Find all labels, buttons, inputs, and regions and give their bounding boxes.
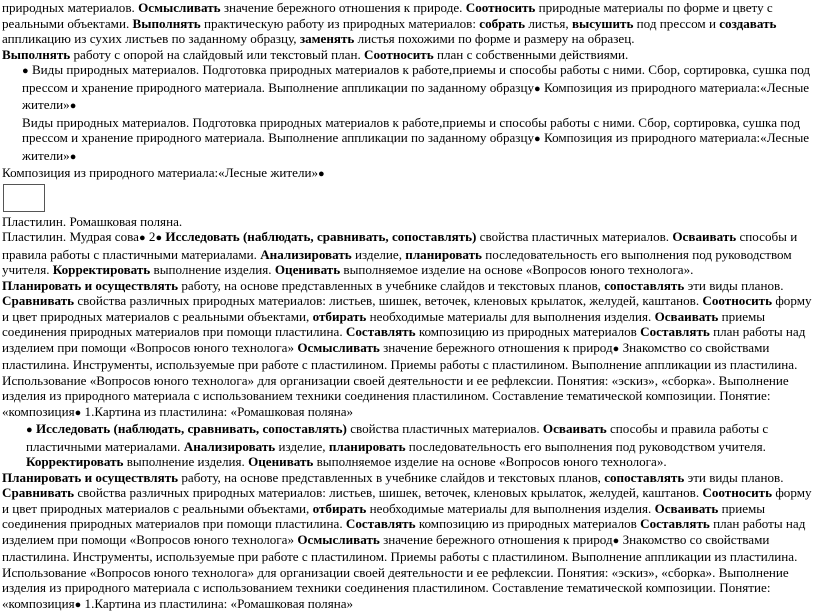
text: Композиция из природного материала:«Лесные жители» <box>22 130 809 163</box>
bold-term: Соотносить <box>702 485 772 500</box>
bold-term: Осмысливать <box>297 340 379 355</box>
text: эти виды планов. <box>688 470 784 485</box>
text: выполнение изделия. <box>154 262 272 277</box>
text: Виды природных материалов. Подготовка природных материалов к работе,приемы и способы работы с ними. Сбор, сортировка, сушка под прессом и хранение природного материала. Выполнение аппликации по заданному образцу <box>22 115 800 146</box>
bold-term: Составлять <box>640 324 710 339</box>
bold-term: планировать <box>405 247 482 262</box>
text: свойства различных природных материалов: листьев, шишек, веточек, кленовых крылаток, желудей, каштанов. <box>77 485 699 500</box>
text: под прессом и <box>637 16 716 31</box>
bullet-icon: ● <box>70 100 77 112</box>
text: свойства пластичных материалов. <box>350 421 539 436</box>
text: Композиция из природного материала:«Лесные жители» <box>2 165 318 180</box>
bold-term: Осваивать <box>543 421 607 436</box>
text: 1.Картина из пластилина: «Ромашковая поляна» <box>85 404 354 419</box>
text: Пластилин. Ромашковая поляна. <box>2 214 182 229</box>
bold-term: Осмысливать <box>138 0 220 15</box>
text: природных материалов. <box>2 0 135 15</box>
text: последовательность его выполнения под руководством учителя. <box>2 247 792 278</box>
text: последовательность его выполнения под руководством учителя. <box>409 439 766 454</box>
text: свойства пластичных материалов. <box>480 229 669 244</box>
bullet-icon: ● <box>613 535 620 547</box>
text: 2 <box>149 229 156 244</box>
text: выполняемое изделие на основе «Вопросов юного технолога». <box>317 454 667 469</box>
text: необходимые материалы для выполнения изделия. <box>370 309 652 324</box>
bullet-icon: ● <box>318 168 325 180</box>
text: Пластилин. Мудрая сова <box>2 229 139 244</box>
paragraph-1 <box>2 0 814 47</box>
bold-term: Осмысливать <box>297 532 379 547</box>
bold-term: Выполнять <box>133 16 201 31</box>
text: композицию из природных материалов <box>419 516 637 531</box>
bold-term: отбирать <box>313 501 367 516</box>
bullet-icon: ● <box>613 343 620 355</box>
bold-term: Планировать и осуществлять <box>2 470 178 485</box>
bold-term: Соотносить <box>466 0 536 15</box>
text: значение бережного отношения к природе. <box>224 0 463 15</box>
bold-term: Корректировать <box>26 454 123 469</box>
text: Композиция из природного материала:«Лесные жители» <box>22 80 809 113</box>
text: способы и правила работы с пластичными материалами. <box>2 229 797 262</box>
paragraph-6 <box>2 214 814 230</box>
bold-term: Исследовать (наблюдать, сравнивать, сопоставлять) <box>165 229 476 244</box>
paragraph-9 <box>2 421 814 470</box>
paragraph-5 <box>2 165 814 183</box>
bold-term: Корректировать <box>53 262 150 277</box>
text: композицию из природных материалов <box>419 324 637 339</box>
bold-term: Соотносить <box>702 293 772 308</box>
text: выполнение изделия. <box>127 454 245 469</box>
bullet-icon: ● <box>155 232 162 244</box>
bold-term: создавать <box>719 16 776 31</box>
text: листья, <box>528 16 568 31</box>
bold-term: Анализировать <box>184 439 276 454</box>
text: аппликацию из сухих листьев по заданному образцу, <box>2 31 297 46</box>
text: работу, на основе представленных в учебнике слайдов и текстовых планов, <box>181 470 601 485</box>
bold-term: Выполнять <box>2 47 70 62</box>
bold-term: Составлять <box>640 516 710 531</box>
bold-term: высушить <box>572 16 633 31</box>
bold-term: Соотносить <box>364 47 434 62</box>
text: форму и цвет природных материалов с реальными объектами, <box>2 293 812 324</box>
text: работу с опорой на слайдовый или текстовый план. <box>74 47 361 62</box>
bold-term: Анализировать <box>260 247 352 262</box>
bold-term: Оценивать <box>248 454 313 469</box>
bold-term: Сравнивать <box>2 485 74 500</box>
text: работу, на основе представленных в учебнике слайдов и текстовых планов, <box>181 278 601 293</box>
bold-term: Планировать и осуществлять <box>2 278 178 293</box>
text: план работы над изделием при помощи «Вопросов юного технолога» <box>2 516 805 547</box>
text: значение бережного отношения к природ <box>383 340 613 355</box>
text: способы и правила работы с пластичными материалами. <box>26 421 768 454</box>
bullet-icon: ● <box>75 599 82 611</box>
text: эти виды планов. <box>688 278 784 293</box>
bullet-icon: ● <box>26 424 33 436</box>
bold-term: Осваивать <box>655 309 719 324</box>
bullet-icon: ● <box>75 407 82 419</box>
paragraph-10 <box>2 470 814 613</box>
text: изделие, <box>279 439 326 454</box>
text: форму и цвет природных материалов с реальными объектами, <box>2 485 812 516</box>
text: Знакомство со свойствами пластилина. Инструменты, используемые при работе с пластилином. Приемы работы с пластилином. Выполнение аппликации из пластилина. Использование «Вопросов юного технолога» для организации своей деятельности и ее рефлексии. Понятия: «эскиз», «сборка». Выполнение изделия из природного материала с использованием техники соединения пластилином. Составление тематической композиции. Понятие: «композиция <box>2 340 797 419</box>
text: выполняемое изделие на основе «Вопросов юного технолога». <box>343 262 693 277</box>
empty-table-cell <box>3 184 45 212</box>
text: 1.Картина из пластилина: «Ромашковая поляна» <box>85 596 354 611</box>
bold-term: Составлять <box>346 324 416 339</box>
bullet-icon: ● <box>534 133 541 145</box>
bold-term: Сравнивать <box>2 293 74 308</box>
text: Виды природных материалов. Подготовка природных материалов к работе,приемы и способы работы с ними. Сбор, сортировка, сушка под прессом и хранение природного материала. Выполнение аппликации по заданному образцу <box>22 62 810 95</box>
bullet-icon: ● <box>70 151 77 163</box>
text: практическую работу из природных материалов: <box>204 16 476 31</box>
bold-term: Составлять <box>346 516 416 531</box>
text: свойства различных природных материалов: листьев, шишек, веточек, кленовых крылаток, желудей, каштанов. <box>77 293 699 308</box>
text: план работы над изделием при помощи «Вопросов юного технолога» <box>2 324 805 355</box>
bullet-icon: ● <box>139 232 146 244</box>
text: приемы соединения природных материалов при помощи пластилина. <box>2 309 765 340</box>
paragraph-3 <box>2 62 814 115</box>
bold-term: заменять <box>300 31 355 46</box>
text: изделие, <box>355 247 402 262</box>
paragraph-4 <box>2 115 814 166</box>
bold-term: сопоставлять <box>604 470 684 485</box>
bold-term: Исследовать (наблюдать, сравнивать, сопоставлять) <box>36 421 347 436</box>
paragraph-2 <box>2 47 814 63</box>
text: листья похожими по форме и размеру на образец. <box>358 31 635 46</box>
bold-term: собрать <box>479 16 525 31</box>
text: необходимые материалы для выполнения изделия. <box>370 501 652 516</box>
paragraph-8 <box>2 278 814 422</box>
text: значение бережного отношения к природ <box>383 532 613 547</box>
bullet-icon: ● <box>534 83 541 95</box>
bold-term: Оценивать <box>275 262 340 277</box>
text: Знакомство со свойствами пластилина. Инструменты, используемые при работе с пластилином. Приемы работы с пластилином. Выполнение аппликации из пластилина. Использование «Вопросов юного технолога» для организации своей деятельности и ее рефлексии. Понятия: «эскиз», «сборка». Выполнение изделия из природного материала с использованием техники соединения пластилином. Составление тематической композиции. Понятие: «композиция <box>2 532 797 611</box>
bold-term: Осваивать <box>655 501 719 516</box>
bold-term: отбирать <box>313 309 367 324</box>
text: приемы соединения природных материалов при помощи пластилина. <box>2 501 765 532</box>
bullet-icon: ● <box>22 65 29 77</box>
text: природные материалы по форме и цвету с реальными объектами. <box>2 0 773 31</box>
bold-term: планировать <box>329 439 406 454</box>
paragraph-7 <box>2 229 814 278</box>
text: план с собственными действиями. <box>437 47 628 62</box>
bold-term: сопоставлять <box>604 278 684 293</box>
bold-term: Осваивать <box>672 229 736 244</box>
